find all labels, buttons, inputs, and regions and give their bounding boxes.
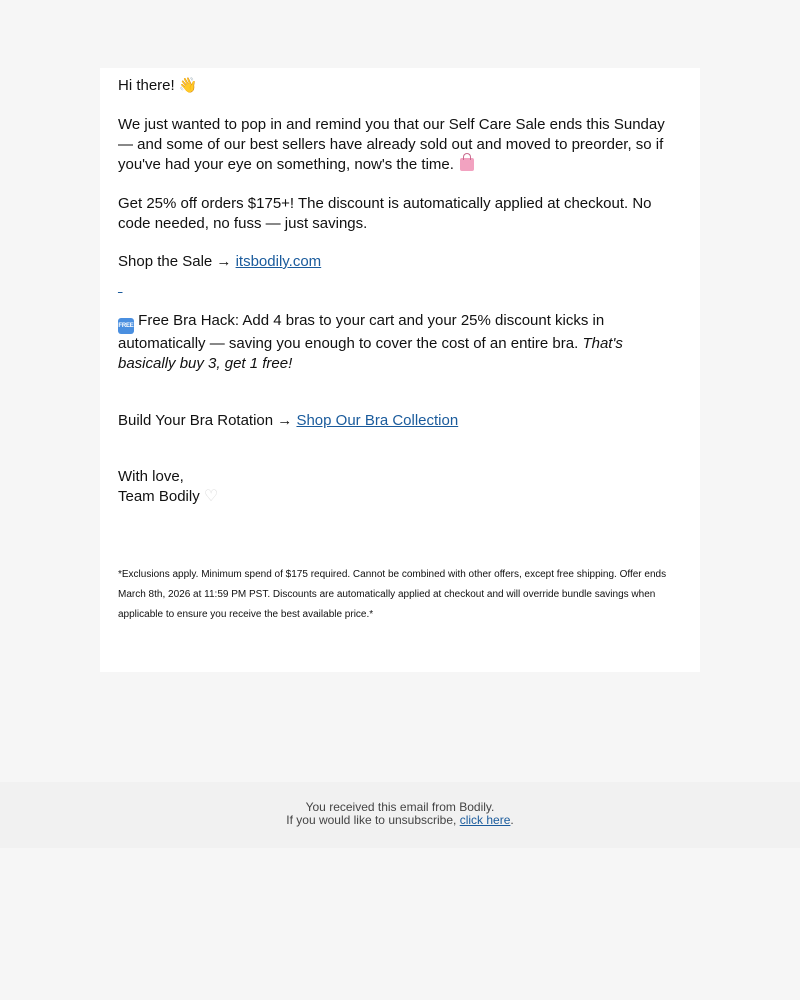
signoff-text: With love,	[118, 468, 184, 485]
discount-text: Get 25% off orders $175+! The discount is automatically applied at checkout. No code needed, no fuss — just savings.	[118, 195, 652, 232]
waving-hand-icon: 👋	[178, 77, 198, 94]
shop-sale-link[interactable]: itsbodily.com	[235, 253, 322, 270]
email-footer	[0, 782, 800, 848]
footer-unsubscribe-line	[0, 814, 800, 827]
unsubscribe-suffix: .	[510, 813, 514, 827]
shopping-bags-icon	[460, 158, 474, 171]
footer-received-text: You received this email from Bodily.	[305, 800, 495, 814]
tiny-link[interactable]: _	[118, 284, 123, 293]
email-card	[100, 68, 700, 672]
greeting-text: Hi there!	[118, 77, 175, 94]
greeting-line	[118, 76, 678, 96]
bra-hack-text: Free Bra Hack: Add 4 bras to your cart and your 25% discount kicks in automatically — saving you enough to cover the cost of an entire bra.	[118, 312, 605, 352]
shop-sale-prefix: Shop the Sale →	[118, 253, 232, 270]
white-heart-icon: ♡	[203, 488, 219, 505]
discount-paragraph	[118, 194, 678, 234]
bra-hack-paragraph	[118, 311, 678, 374]
signoff-block	[118, 467, 678, 507]
reminder-paragraph	[118, 115, 678, 175]
reminder-text: We just wanted to pop in and remind you that our Self Care Sale ends this Sunday — and some of our best sellers have already sold out and moved to preorder, so if you've had your eye on something, now's the time.	[118, 116, 665, 173]
unsubscribe-link[interactable]: click here	[459, 813, 511, 827]
bra-rotation-line	[118, 411, 678, 431]
unsubscribe-prefix: If you would like to unsubscribe,	[286, 813, 457, 827]
disclaimer-text: *Exclusions apply. Minimum spend of $175 required. Cannot be combined with other offers, except free shipping. Offer ends March 8th, 2026 at 11:59 PM PST. Discounts are automatically applied at checkout and will override bundle savings when applicable to ensure you receive the best available price.*	[118, 569, 667, 620]
bra-rotation-prefix: Build Your Bra Rotation →	[118, 412, 293, 429]
shop-bra-collection-link[interactable]: Shop Our Bra Collection	[296, 412, 459, 429]
signature-text: Team Bodily	[118, 488, 200, 505]
bra-hack-emphasis: That's basically buy 3, get 1 free!	[118, 335, 623, 372]
shop-sale-line	[118, 252, 678, 272]
free-badge-icon: FREE	[118, 318, 134, 334]
